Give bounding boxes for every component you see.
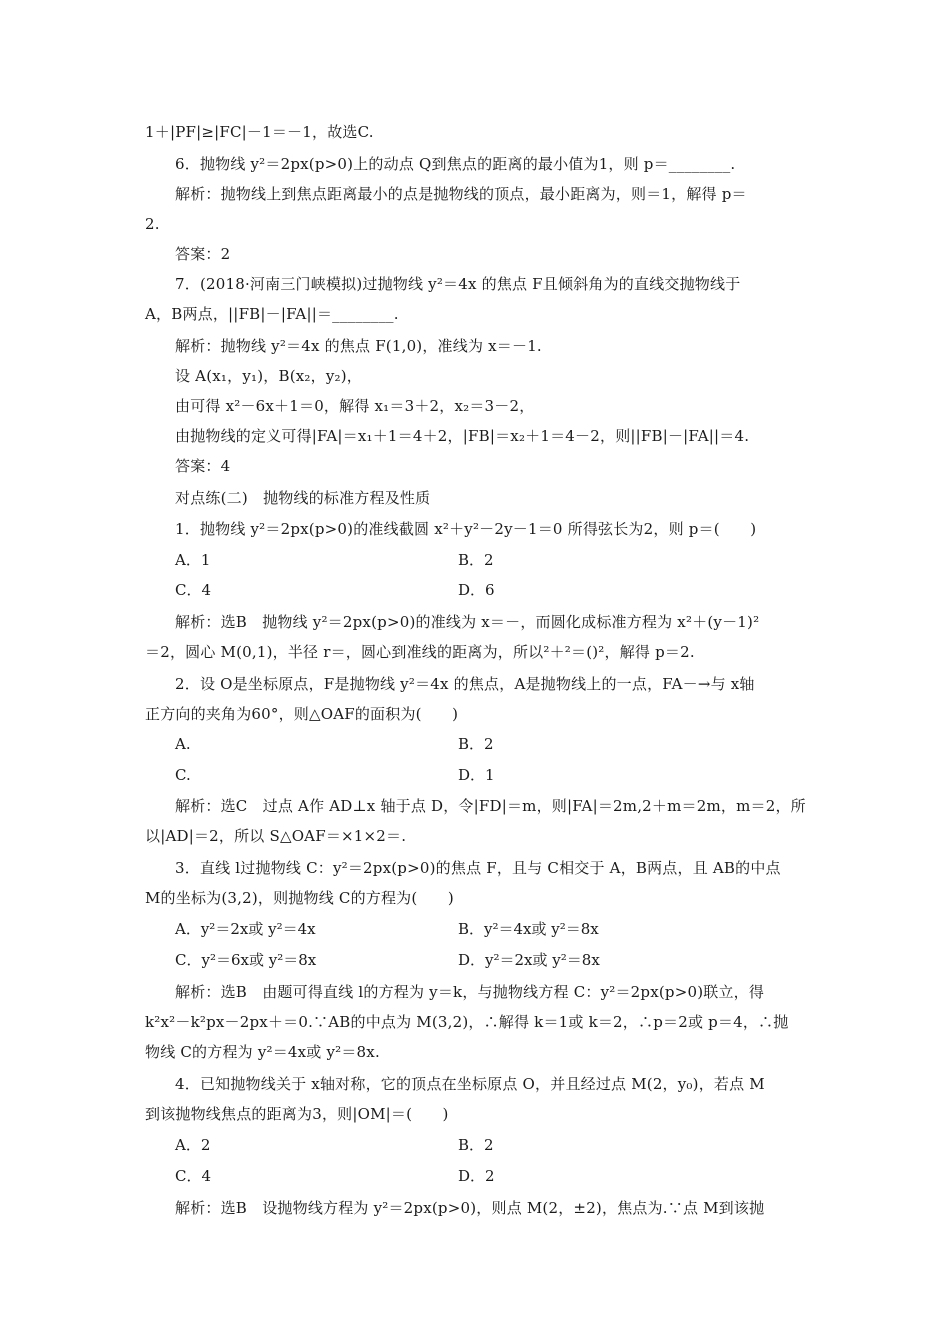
text-line: ＝2，圆心 M(0,1)，半径 r＝，圆心到准线的距离为，所以²＋²＝()²，解得 p＝2. [145,643,695,661]
text-line: 解析：抛物线 y²＝4x 的焦点 F(1,0)，准线为 x＝－1. [175,337,542,355]
choice-option-left: A．y²＝2x或 y²＝4x [175,920,316,938]
text-line: 由可得 x²－6x＋1＝0，解得 x₁＝3＋2，x₂＝3－2， [175,397,535,415]
choice-option-right: D．6 [458,581,495,599]
choice-option-right: D．1 [458,766,495,784]
text-line: 答案：4 [175,457,231,475]
text-line: M的坐标为(3,2)，则抛物线 C的方程为( ) [145,889,454,907]
text-line: 解析：选B 由题可得直线 l的方程为 y＝k，与抛物线方程 C：y²＝2px(p>0)联立，得 [175,983,765,1001]
text-line: 解析：选B 抛物线 y²＝2px(p>0)的准线为 x＝－，而圆化成标准方程为 x²＋(y－1)² [175,613,760,631]
text-line: 以|AD|＝2，所以 S△OAF＝×1×2＝. [145,827,407,845]
choice-option-right: D．2 [458,1167,495,1185]
choice-option-right: D．y²＝2x或 y²＝8x [458,951,600,969]
text-line: 1＋|PF|≥|FC|－1＝－1，故选C. [145,123,374,141]
text-line: 6．抛物线 y²＝2px(p>0)上的动点 Q到焦点的距离的最小值为1，则 p＝________. [175,155,736,173]
choice-option-left: C．4 [175,581,212,599]
text-line: 2. [145,215,160,233]
choice-option-left: A. [175,735,191,753]
text-line: 解析：选C 过点 A作 AD⊥x 轴于点 D，令|FD|＝m，则|FA|＝2m,2＋m＝2m，m＝2，所 [175,797,806,815]
choice-option-left: C. [175,766,191,784]
choice-option-right: B．2 [458,735,494,753]
text-line: 4．已知抛物线关于 x轴对称，它的顶点在坐标原点 O，并且经过点 M(2，y₀)，若点 M [175,1075,765,1093]
choice-option-left: A．2 [175,1136,211,1154]
choice-option-left: C．y²＝6x或 y²＝8x [175,951,317,969]
text-line: 1．抛物线 y²＝2px(p>0)的准线截圆 x²＋y²－2y－1＝0 所得弦长为2，则 p＝( ) [175,520,757,538]
text-line: 到该抛物线焦点的距离为3，则|OM|＝( ) [145,1105,449,1123]
choice-option-left: C．4 [175,1167,212,1185]
text-line: 物线 C的方程为 y²＝4x或 y²＝8x. [145,1043,380,1061]
text-line: 3．直线 l过抛物线 C：y²＝2px(p>0)的焦点 F，且与 C相交于 A，B两点，且 AB的中点 [175,859,781,877]
choice-option-left: A．1 [175,551,211,569]
text-line: 正方向的夹角为60°，则△OAF的面积为( ) [145,705,459,723]
text-line: 对点练(二) 抛物线的标准方程及性质 [175,489,431,507]
text-line: 设 A(x₁，y₁)，B(x₂，y₂)， [175,367,362,385]
text-line: A，B两点，||FB|－|FA||＝________. [145,305,399,323]
text-line: 解析：抛物线上到焦点距离最小的点是抛物线的顶点，最小距离为，则＝1，解得 p＝ [175,185,747,203]
text-line: 由抛物线的定义可得|FA|＝x₁＋1＝4＋2，|FB|＝x₂＋1＝4－2，则||FB|－|FA||＝4. [175,427,750,445]
choice-option-right: B．y²＝4x或 y²＝8x [458,920,599,938]
text-line: 解析：选B 设抛物线方程为 y²＝2px(p>0)，则点 M(2，±2)，焦点为.∵点 M到该抛 [175,1199,765,1217]
text-line: k²x²－k²px－2px＋＝0.∵AB的中点为 M(3,2)，∴解得 k＝1或 k＝2，∴p＝2或 p＝4，∴抛 [145,1013,789,1031]
text-line: 答案：2 [175,245,231,263]
text-line: 2．设 O是坐标原点，F是抛物线 y²＝4x 的焦点，A是抛物线上的一点，FA－→与 x轴 [175,675,755,693]
text-line: 7．(2018·河南三门峡模拟)过抛物线 y²＝4x 的焦点 F且倾斜角为的直线交抛物线于 [175,275,741,293]
choice-option-right: B．2 [458,1136,494,1154]
choice-option-right: B．2 [458,551,494,569]
